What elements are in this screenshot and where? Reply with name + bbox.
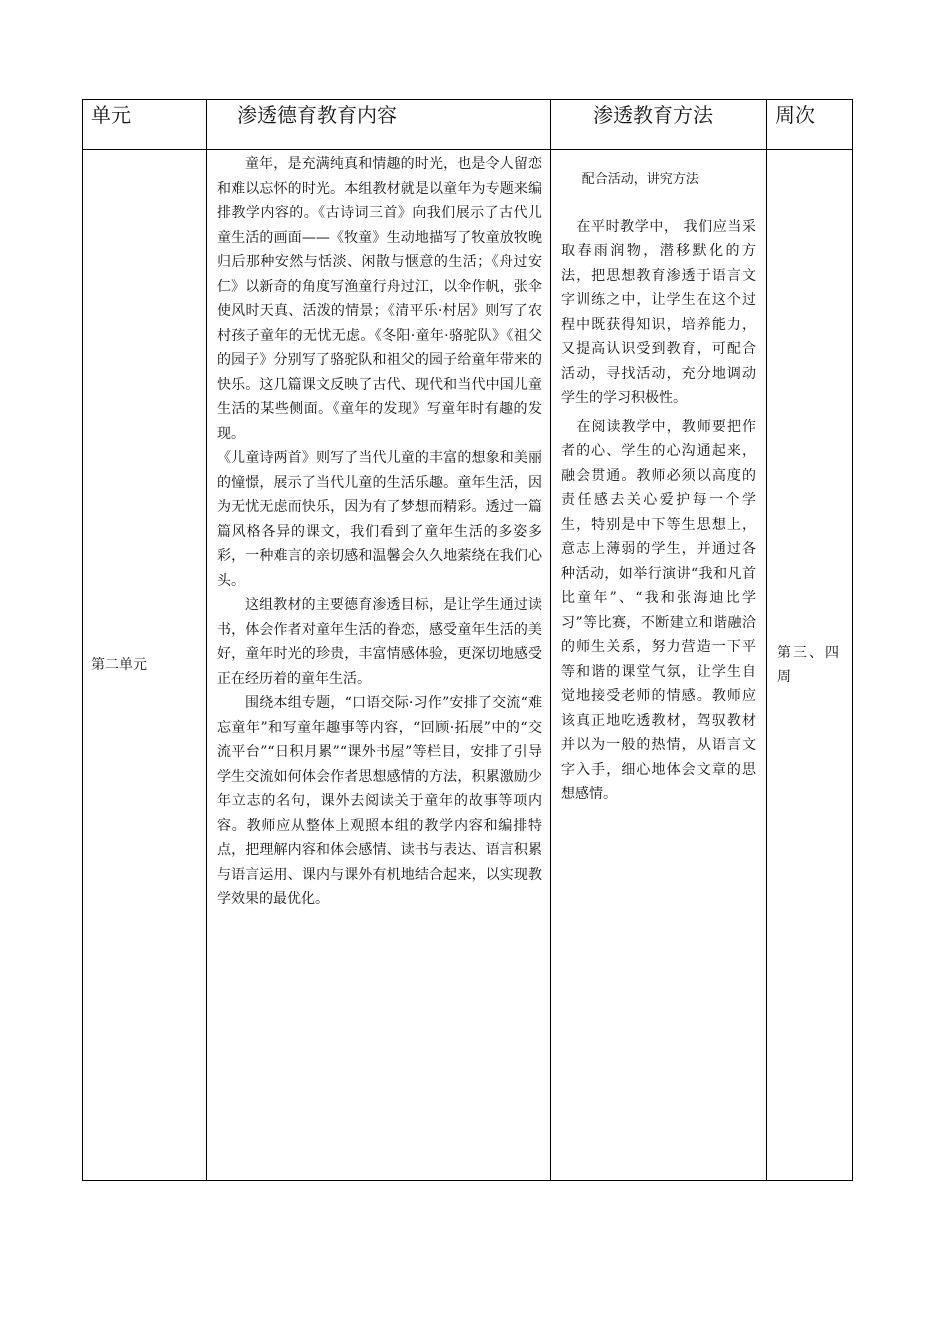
- unit-cell: [83, 150, 207, 1181]
- header-unit-cell: [83, 100, 207, 150]
- content-text: [207, 150, 550, 912]
- method-cell: [551, 150, 767, 1181]
- header-method-cell: [551, 100, 767, 150]
- method-text: [551, 150, 766, 807]
- header-method: 渗透教育方法: [593, 103, 713, 127]
- content-paragraph: 《儿童诗两首》则写了当代儿童的丰富的想象和美丽的憧憬，展示了当代儿童的生活乐趣。童年生活，因为无忧无虑而快乐，因为有了梦想而精彩。透过一篇篇风格各异的课文，我们看到了童年生活的多姿多彩，一种难言的亲切感和温馨会久久地萦绕在我们心头。: [217, 450, 542, 589]
- week-cell: [767, 150, 853, 1181]
- content-paragraph: 童年，是充满纯真和情趣的时光，也是令人留恋和难以忘怀的时光。本组教材就是以童年为专题来编排教学内容的。《古诗词三首》向我们展示了古代儿童生活的画面——《牧童》生动地描写了牧童放牧晚归后那种安然与恬淡、闲散与惬意的生活；《舟过安仁》以新奇的角度写渔童行舟过江，以伞作帆，张伞使风时天真、活泼的情景；《清平乐·村居》则写了农村孩子童年的无忧无虑。《冬阳·童年·骆驼队》《祖父的园子》分别写了骆驼队和祖父的园子给童年带来的快乐。这几篇课文反映了古代、现代和当代中国儿童生活的某些侧面。《童年的发现》写童年时有趣的发现。: [217, 156, 542, 442]
- unit-label: 第二单元: [91, 657, 147, 673]
- table-header-row: [83, 100, 853, 150]
- moral-education-plan-table: [82, 99, 853, 1181]
- header-unit: 单元: [91, 103, 131, 127]
- table-row: [83, 150, 853, 1181]
- method-paragraph: 在平时教学中， 我们应当采取春雨润物，潜移默化的方法，把思想教育渗透于语言文字训练之中，让学生在这个过程中既获得知识，培养能力，又提高认识受到教育，可配合活动，寻找活动，充分地调动学生的学习积极性。: [561, 218, 756, 406]
- method-paragraph: 在阅读教学中，教师要把作者的心、学生的心沟通起来，融会贯通。教师必须以高度的责任感去关心爱护每一个学生，特别是中下等生思想上，意志上薄弱的学生，并通过各种活动，如举行演讲“我和凡首比童年”、“我和张海迪比学习”等比赛，不断建立和谐融洽的师生关系，努力营造一下平等和谐的课堂气氛，让学生自觉地接受老师的情感。教师应该真正地吃透教材，驾驭教材并以为一般的热情，从语言文字入手，细心地体会文章的思想感情。: [561, 418, 756, 802]
- method-title: 配合活动，讲究方法: [581, 172, 699, 187]
- header-week-cell: [767, 100, 853, 150]
- week-label: 第三、四周: [777, 645, 841, 685]
- content-paragraph: 这组教材的主要德育渗透目标，是让学生通过读书，体会作者对童年生活的眷恋，感受童年生活的美好，童年时光的珍贵，丰富情感体验，更深切地感受正在经历着的童年生活。: [217, 597, 542, 687]
- header-content-cell: [207, 100, 551, 150]
- content-cell: [207, 150, 551, 1181]
- content-paragraph: 围绕本组专题，“口语交际·习作”安排了交流“难忘童年”和写童年趣事等内容，“回顾·拓展”中的“交流平台”“日积月累”“课外书屋”等栏目，安排了引导学生交流如何体会作者思想感情的方法，积累激励少年立志的名句，课外去阅读关于童年的故事等项内容。教师应从整体上观照本组的教学内容和编排特点，把理解内容和体会感情、读书与表达、语言积累与语言运用、课内与课外有机地结合起来，以实现教学效果的最优化。: [217, 695, 542, 907]
- header-content: 渗透德育教育内容: [237, 103, 397, 127]
- header-week: 周次: [775, 103, 815, 127]
